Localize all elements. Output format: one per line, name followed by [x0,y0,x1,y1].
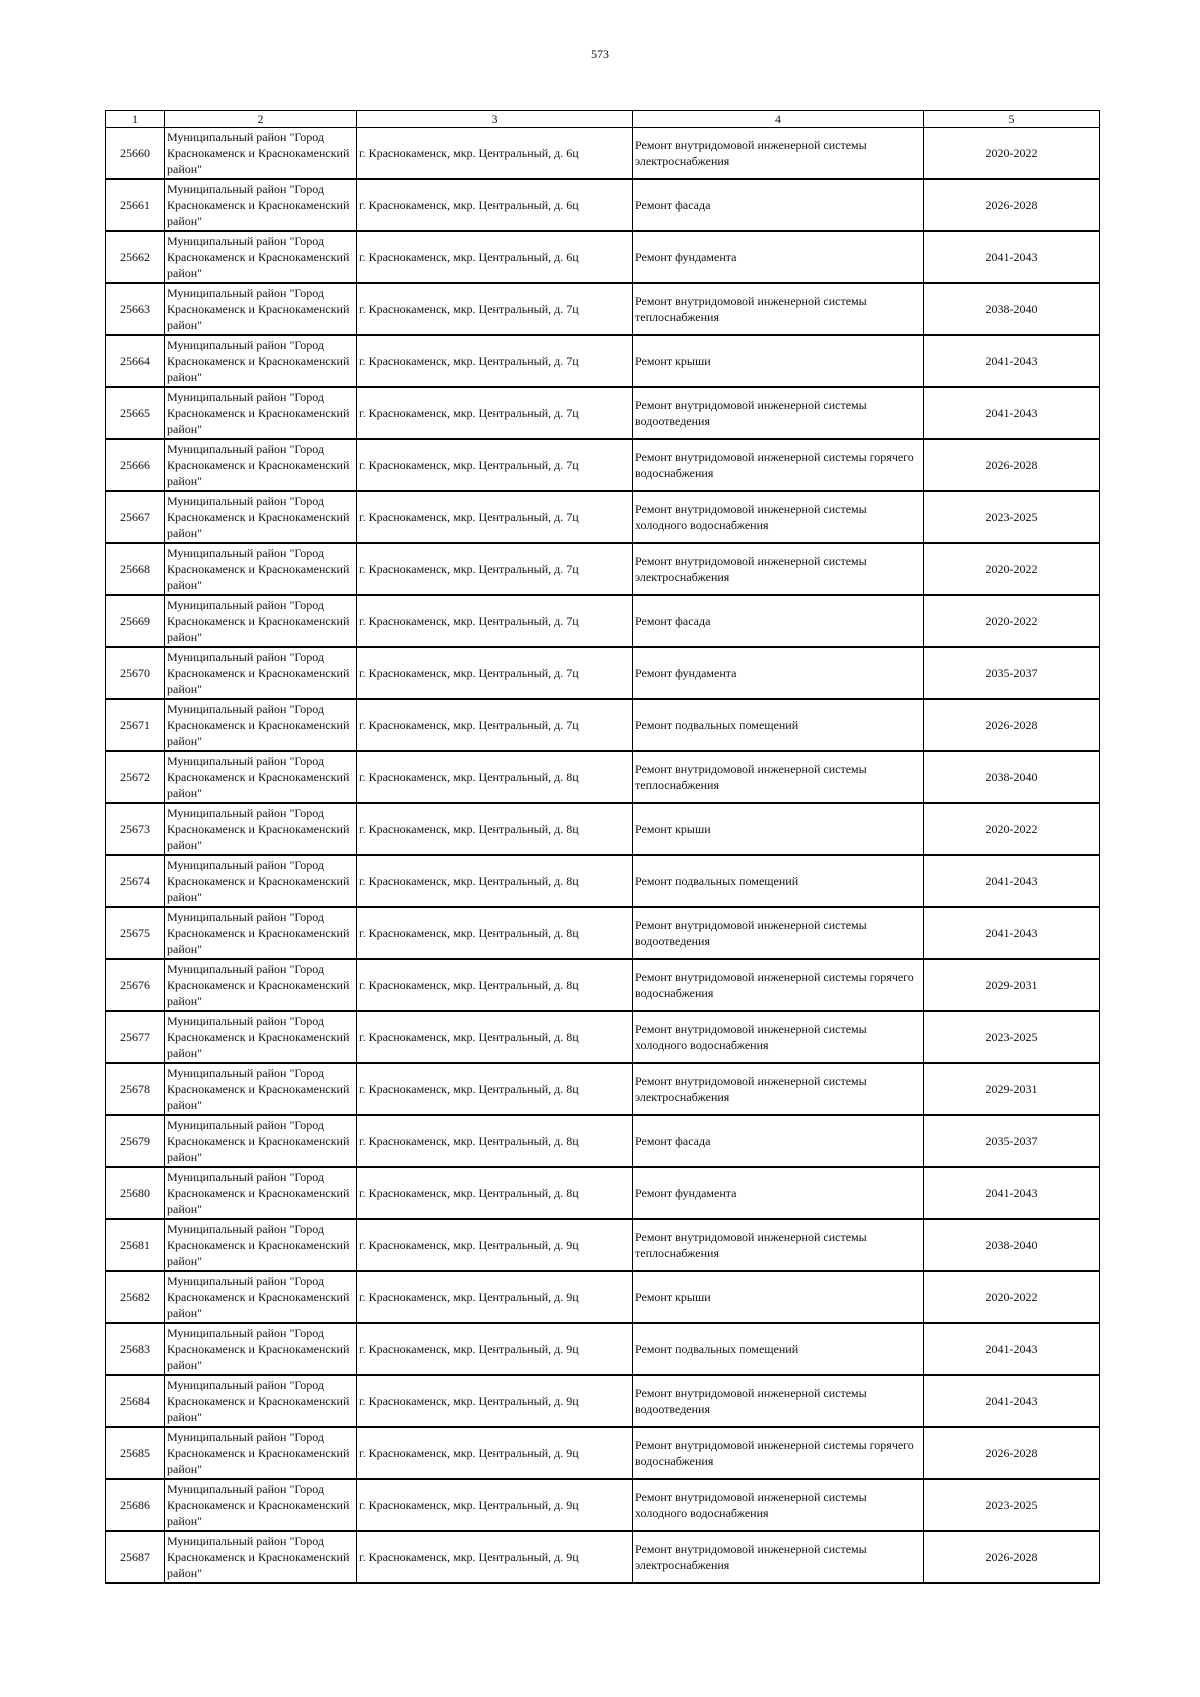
row-id-cell: 25670 [106,647,165,699]
period-cell: 2038-2040 [924,283,1100,335]
address-cell: г. Краснокаменск, мкр. Центральный, д. 7ц [357,595,633,647]
work-type-cell: Ремонт крыши [633,335,924,387]
column-header-3: 3 [357,111,633,128]
table-row [106,543,1100,595]
period-cell: 2023-2025 [924,491,1100,543]
work-type-cell: Ремонт внутридомовой инженерной системы горячего водоснабжения [633,439,924,491]
work-type-cell: Ремонт крыши [633,1271,924,1323]
municipality-cell: Муниципальный район "Город Краснокаменск и Краснокаменский район" [165,1063,357,1115]
table-body [106,128,1100,1584]
table-header [106,111,1100,128]
address-cell: г. Краснокаменск, мкр. Центральный, д. 8ц [357,1115,633,1167]
row-id-cell: 25661 [106,179,165,231]
table-row [106,907,1100,959]
municipality-cell: Муниципальный район "Город Краснокаменск и Краснокаменский район" [165,179,357,231]
address-cell: г. Краснокаменск, мкр. Центральный, д. 8ц [357,855,633,907]
municipality-cell: Муниципальный район "Город Краснокаменск и Краснокаменский район" [165,1167,357,1219]
period-cell: 2023-2025 [924,1479,1100,1531]
address-cell: г. Краснокаменск, мкр. Центральный, д. 8ц [357,1063,633,1115]
address-cell: г. Краснокаменск, мкр. Центральный, д. 8ц [357,1167,633,1219]
row-id-cell: 25682 [106,1271,165,1323]
row-id-cell: 25672 [106,751,165,803]
period-cell: 2026-2028 [924,179,1100,231]
table-row [106,1219,1100,1271]
row-id-cell: 25666 [106,439,165,491]
period-cell: 2020-2022 [924,543,1100,595]
work-type-cell: Ремонт внутридомовой инженерной системы водоотведения [633,387,924,439]
municipality-cell: Муниципальный район "Город Краснокаменск и Краснокаменский район" [165,803,357,855]
municipality-cell: Муниципальный район "Город Краснокаменск и Краснокаменский район" [165,1115,357,1167]
address-cell: г. Краснокаменск, мкр. Центральный, д. 8ц [357,907,633,959]
row-id-cell: 25663 [106,283,165,335]
work-type-cell: Ремонт подвальных помещений [633,699,924,751]
row-id-cell: 25678 [106,1063,165,1115]
table-row [106,1531,1100,1583]
period-cell: 2035-2037 [924,1115,1100,1167]
work-type-cell: Ремонт внутридомовой инженерной системы электроснабжения [633,1531,924,1583]
row-id-cell: 25683 [106,1323,165,1375]
row-id-cell: 25673 [106,803,165,855]
period-cell: 2026-2028 [924,699,1100,751]
period-cell: 2020-2022 [924,128,1100,180]
work-type-cell: Ремонт внутридомовой инженерной системы теплоснабжения [633,283,924,335]
row-id-cell: 25684 [106,1375,165,1427]
table-row [106,283,1100,335]
work-type-cell: Ремонт внутридомовой инженерной системы теплоснабжения [633,751,924,803]
municipality-cell: Муниципальный район "Город Краснокаменск и Краснокаменский район" [165,491,357,543]
page-number: 573 [591,47,609,61]
work-type-cell: Ремонт фасада [633,1115,924,1167]
column-header-2: 2 [165,111,357,128]
municipality-cell: Муниципальный район "Город Краснокаменск и Краснокаменский район" [165,1427,357,1479]
address-cell: г. Краснокаменск, мкр. Центральный, д. 7ц [357,647,633,699]
work-type-cell: Ремонт внутридомовой инженерной системы холодного водоснабжения [633,491,924,543]
table-row [106,1115,1100,1167]
address-cell: г. Краснокаменск, мкр. Центральный, д. 9ц [357,1219,633,1271]
address-cell: г. Краснокаменск, мкр. Центральный, д. 9ц [357,1479,633,1531]
table-row [106,1063,1100,1115]
table-row [106,1427,1100,1479]
municipality-cell: Муниципальный район "Город Краснокаменск и Краснокаменский район" [165,959,357,1011]
municipality-cell: Муниципальный район "Город Краснокаменск и Краснокаменский район" [165,387,357,439]
table-row [106,1167,1100,1219]
address-cell: г. Краснокаменск, мкр. Центральный, д. 8ц [357,751,633,803]
row-id-cell: 25677 [106,1011,165,1063]
column-header-4: 4 [633,111,924,128]
period-cell: 2020-2022 [924,1271,1100,1323]
period-cell: 2041-2043 [924,907,1100,959]
table-row [106,699,1100,751]
table-row [106,231,1100,283]
work-type-cell: Ремонт внутридомовой инженерной системы водоотведения [633,1375,924,1427]
table-row [106,128,1100,180]
work-type-cell: Ремонт крыши [633,803,924,855]
row-id-cell: 25665 [106,387,165,439]
table-row [106,179,1100,231]
row-id-cell: 25687 [106,1531,165,1583]
row-id-cell: 25667 [106,491,165,543]
address-cell: г. Краснокаменск, мкр. Центральный, д. 9ц [357,1271,633,1323]
work-type-cell: Ремонт фундамента [633,1167,924,1219]
table-row [106,751,1100,803]
column-header-5: 5 [924,111,1100,128]
table-row [106,1479,1100,1531]
address-cell: г. Краснокаменск, мкр. Центральный, д. 9ц [357,1375,633,1427]
municipality-cell: Муниципальный район "Город Краснокаменск и Краснокаменский район" [165,595,357,647]
municipality-cell: Муниципальный район "Город Краснокаменск и Краснокаменский район" [165,231,357,283]
address-cell: г. Краснокаменск, мкр. Центральный, д. 6ц [357,231,633,283]
address-cell: г. Краснокаменск, мкр. Центральный, д. 6ц [357,128,633,180]
row-id-cell: 25674 [106,855,165,907]
work-type-cell: Ремонт внутридомовой инженерной системы горячего водоснабжения [633,1427,924,1479]
period-cell: 2038-2040 [924,751,1100,803]
address-cell: г. Краснокаменск, мкр. Центральный, д. 7ц [357,283,633,335]
period-cell: 2041-2043 [924,335,1100,387]
period-cell: 2029-2031 [924,1063,1100,1115]
work-type-cell: Ремонт внутридомовой инженерной системы электроснабжения [633,543,924,595]
address-cell: г. Краснокаменск, мкр. Центральный, д. 7ц [357,699,633,751]
table-row [106,335,1100,387]
period-cell: 2041-2043 [924,1323,1100,1375]
period-cell: 2041-2043 [924,387,1100,439]
period-cell: 2020-2022 [924,803,1100,855]
municipality-cell: Муниципальный район "Город Краснокаменск и Краснокаменский район" [165,1531,357,1583]
table-row [106,439,1100,491]
work-type-cell: Ремонт внутридомовой инженерной системы электроснабжения [633,1063,924,1115]
address-cell: г. Краснокаменск, мкр. Центральный, д. 6ц [357,179,633,231]
period-cell: 2041-2043 [924,855,1100,907]
address-cell: г. Краснокаменск, мкр. Центральный, д. 9ц [357,1531,633,1583]
row-id-cell: 25664 [106,335,165,387]
municipality-cell: Муниципальный район "Город Краснокаменск и Краснокаменский район" [165,699,357,751]
municipality-cell: Муниципальный район "Город Краснокаменск и Краснокаменский район" [165,335,357,387]
row-id-cell: 25680 [106,1167,165,1219]
municipality-cell: Муниципальный район "Город Краснокаменск и Краснокаменский район" [165,1011,357,1063]
municipality-cell: Муниципальный район "Город Краснокаменск и Краснокаменский район" [165,283,357,335]
address-cell: г. Краснокаменск, мкр. Центральный, д. 8ц [357,959,633,1011]
period-cell: 2029-2031 [924,959,1100,1011]
municipality-cell: Муниципальный район "Город Краснокаменск и Краснокаменский район" [165,543,357,595]
period-cell: 2041-2043 [924,1167,1100,1219]
row-id-cell: 25671 [106,699,165,751]
table-row [106,1323,1100,1375]
address-cell: г. Краснокаменск, мкр. Центральный, д. 7ц [357,491,633,543]
table-row [106,959,1100,1011]
work-type-cell: Ремонт внутридомовой инженерной системы теплоснабжения [633,1219,924,1271]
work-type-cell: Ремонт внутридомовой инженерной системы горячего водоснабжения [633,959,924,1011]
period-cell: 2026-2028 [924,439,1100,491]
period-cell: 2038-2040 [924,1219,1100,1271]
table-row [106,647,1100,699]
registry-table [105,110,1100,1584]
work-type-cell: Ремонт внутридомовой инженерной системы холодного водоснабжения [633,1479,924,1531]
row-id-cell: 25686 [106,1479,165,1531]
row-id-cell: 25668 [106,543,165,595]
work-type-cell: Ремонт фундамента [633,647,924,699]
row-id-cell: 25685 [106,1427,165,1479]
municipality-cell: Муниципальный район "Город Краснокаменск и Краснокаменский район" [165,1271,357,1323]
row-id-cell: 25662 [106,231,165,283]
table-row [106,1011,1100,1063]
address-cell: г. Краснокаменск, мкр. Центральный, д. 7ц [357,439,633,491]
work-type-cell: Ремонт подвальных помещений [633,1323,924,1375]
work-type-cell: Ремонт внутридомовой инженерной системы водоотведения [633,907,924,959]
municipality-cell: Муниципальный район "Город Краснокаменск и Краснокаменский район" [165,1375,357,1427]
work-type-cell: Ремонт фундамента [633,231,924,283]
municipality-cell: Муниципальный район "Город Краснокаменск и Краснокаменский район" [165,1219,357,1271]
municipality-cell: Муниципальный район "Город Краснокаменск и Краснокаменский район" [165,907,357,959]
period-cell: 2026-2028 [924,1531,1100,1583]
address-cell: г. Краснокаменск, мкр. Центральный, д. 9ц [357,1427,633,1479]
address-cell: г. Краснокаменск, мкр. Центральный, д. 7ц [357,543,633,595]
row-id-cell: 25675 [106,907,165,959]
period-cell: 2020-2022 [924,595,1100,647]
work-type-cell: Ремонт подвальных помещений [633,855,924,907]
municipality-cell: Муниципальный район "Город Краснокаменск и Краснокаменский район" [165,855,357,907]
table-row [106,491,1100,543]
municipality-cell: Муниципальный район "Город Краснокаменск и Краснокаменский район" [165,1323,357,1375]
table-row [106,1271,1100,1323]
table-row [106,595,1100,647]
row-id-cell: 25676 [106,959,165,1011]
period-cell: 2023-2025 [924,1011,1100,1063]
period-cell: 2041-2043 [924,231,1100,283]
row-id-cell: 25681 [106,1219,165,1271]
header-row [106,111,1100,128]
period-cell: 2041-2043 [924,1375,1100,1427]
address-cell: г. Краснокаменск, мкр. Центральный, д. 7ц [357,335,633,387]
column-header-1: 1 [106,111,165,128]
work-type-cell: Ремонт внутридомовой инженерной системы электроснабжения [633,128,924,180]
address-cell: г. Краснокаменск, мкр. Центральный, д. 8ц [357,1011,633,1063]
table-row [106,387,1100,439]
period-cell: 2026-2028 [924,1427,1100,1479]
address-cell: г. Краснокаменск, мкр. Центральный, д. 8ц [357,803,633,855]
municipality-cell: Муниципальный район "Город Краснокаменск и Краснокаменский район" [165,439,357,491]
table-row [106,803,1100,855]
municipality-cell: Муниципальный район "Город Краснокаменск и Краснокаменский район" [165,647,357,699]
table-row [106,855,1100,907]
work-type-cell: Ремонт фасада [633,179,924,231]
row-id-cell: 25669 [106,595,165,647]
period-cell: 2035-2037 [924,647,1100,699]
municipality-cell: Муниципальный район "Город Краснокаменск и Краснокаменский район" [165,128,357,180]
municipality-cell: Муниципальный район "Город Краснокаменск и Краснокаменский район" [165,751,357,803]
address-cell: г. Краснокаменск, мкр. Центральный, д. 7ц [357,387,633,439]
row-id-cell: 25679 [106,1115,165,1167]
work-type-cell: Ремонт фасада [633,595,924,647]
municipality-cell: Муниципальный район "Город Краснокаменск и Краснокаменский район" [165,1479,357,1531]
address-cell: г. Краснокаменск, мкр. Центральный, д. 9ц [357,1323,633,1375]
row-id-cell: 25660 [106,128,165,180]
table-row [106,1375,1100,1427]
work-type-cell: Ремонт внутридомовой инженерной системы холодного водоснабжения [633,1011,924,1063]
